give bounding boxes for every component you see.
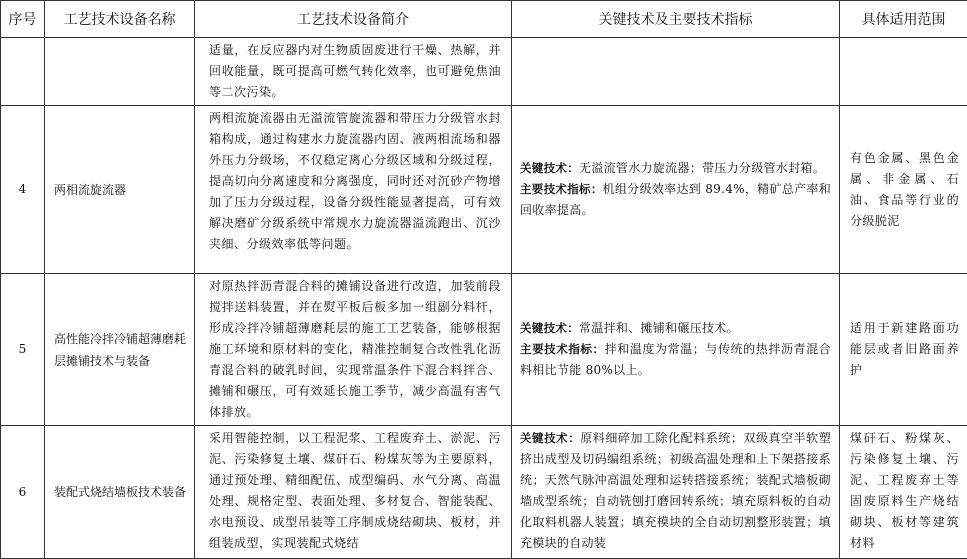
key-tech-text: 原料细碎加工除化配料系统；双级真空半软塑挤出成型及切码编组系统；初级高温处理和上下架搭接系统；天然气脉冲高温处理和运转搭接系统；装配式墙板砌墙成型系统；自动铣刨打磨回转系统；填充原料板的自动化取料机器人装置；填充模块的全自动切割整形装置；填充模块的自动装 (520, 431, 831, 550)
table-row (1, 274, 967, 426)
row-name: 高性能冷拌冷铺超薄磨耗层摊铺技术与装备 (45, 274, 195, 426)
row-name: 装配式烧结墙板技术装备 (45, 426, 195, 559)
key-tech-label: 关键技术： (520, 161, 579, 175)
table-row (1, 106, 967, 274)
row-scope: 适用于新建路面功能层或者旧路面养护 (840, 274, 967, 426)
table-header-row (1, 1, 967, 38)
row-scope (840, 38, 967, 106)
header-intro: 工艺技术设备简介 (195, 1, 512, 38)
key-tech-label: 关键技术： (520, 321, 579, 335)
table-row (1, 426, 967, 559)
key-tech-label: 关键技术： (520, 431, 580, 445)
key-tech-line (520, 158, 831, 179)
row-index (1, 38, 45, 106)
key-tech-line (520, 428, 831, 554)
row-scope: 有色金属、黑色金属、非金属、石油、食品等行业的分级脱泥 (840, 106, 967, 274)
indicator-label: 主要技术指标： (520, 182, 603, 196)
table-row (1, 38, 967, 106)
key-tech-line (520, 318, 831, 339)
row-index: 5 (1, 274, 45, 426)
indicator-line (520, 179, 831, 221)
indicator-text: 机组分级效率达到 89.4%，精矿总产率和回收率提高。 (520, 182, 831, 217)
indicator-label: 主要技术指标： (520, 342, 605, 356)
row-index: 6 (1, 426, 45, 559)
key-tech-text: 常温拌和、摊铺和碾压技术。 (579, 321, 739, 335)
header-name: 工艺技术设备名称 (45, 1, 195, 38)
indicator-text: 拌和温度为常温；与传统的热拌沥青混合料相比节能 80%以上。 (520, 342, 831, 377)
header-index: 序号 (1, 1, 45, 38)
row-intro: 采用智能控制，以工程泥浆、工程废弃土、淤泥、污泥、污染修复土壤、煤矸石、粉煤灰等为主要原料，通过预处理、精细配伍、成型编码、水气分离、高温处理、规格定型、表面处理、多材复合、智能装配、水电预设、成型吊装等工序制成烧结砌块、板材，并组装成型，实现装配式烧结 (195, 426, 512, 559)
row-name: 两相流旋流器 (45, 106, 195, 274)
row-intro: 对原热拌沥青混合料的摊铺设备进行改造，加装前段搅拌送料装置，并在熨平板后板多加一组副分料杆，形成冷拌冷铺超薄磨耗层的施工工艺装备，能够根据施工环境和原材料的变化，精准控制复合改性乳化沥青混合料的破乳时间，实现常温条件下混合料拌合、摊铺和碾压，可有效延长施工季节，减少高温有害气体排放。 (195, 274, 512, 426)
row-scope: 煤矸石、粉煤灰、污染修复土壤、污泥、工程废弃土等固废原料生产烧结砌块、板材等建筑材料 (840, 426, 967, 559)
header-scope: 具体适用范围 (840, 1, 967, 38)
row-name (45, 38, 195, 106)
row-key-tech (512, 426, 840, 559)
row-key-tech (512, 106, 840, 274)
row-intro: 两相流旋流器由无溢流管旋流器和带压力分级管水封箱构成，通过构建水力旋流器内固、液两相流场和器外压力分级场，不仅稳定离心分级区域和分级过程，提高切向分离速度和分离强度，同时还对沉砂产物增加了压力分级过程，设备分级性能显著提高，可有效解决磨矿分级系统中常规水力旋流器溢流跑出、沉沙夹细、分级效率低等问题。 (195, 106, 512, 274)
key-tech-text: 无溢流管水力旋流器；带压力分级管水封箱。 (579, 161, 825, 175)
indicator-line (520, 339, 831, 381)
row-intro: 适量，在反应器内对生物质固废进行干燥、热解，并回收能量，既可提高可燃气转化效率，也可避免焦油等二次污染。 (195, 38, 512, 106)
header-key-tech: 关键技术及主要技术指标 (512, 1, 840, 38)
row-index: 4 (1, 106, 45, 274)
row-key-tech (512, 38, 840, 106)
row-key-tech (512, 274, 840, 426)
